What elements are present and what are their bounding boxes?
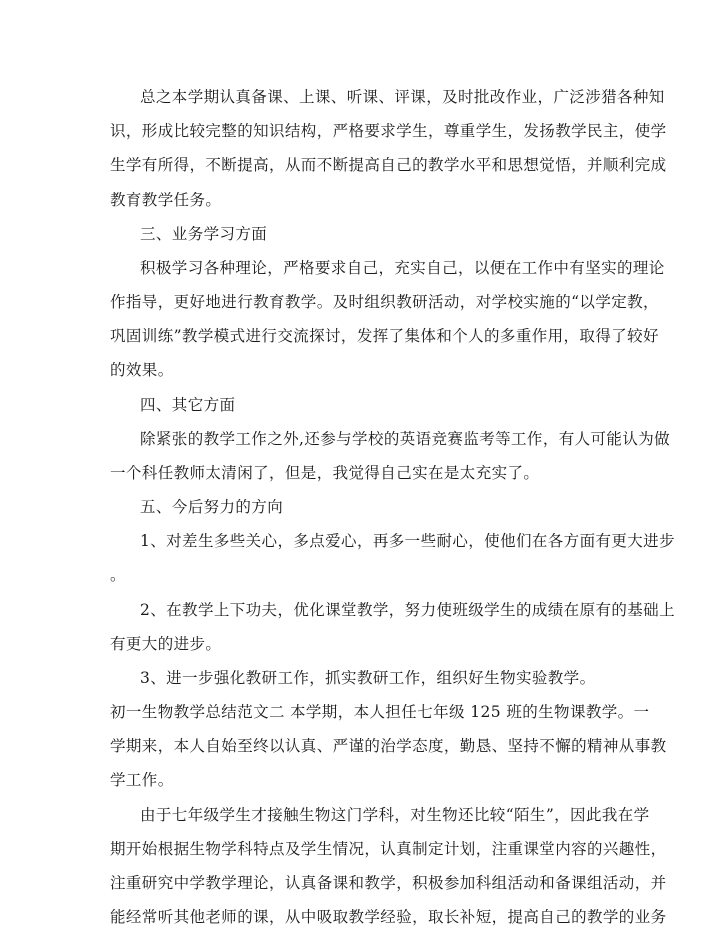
list-item-line: 2、在教学上下功夫，优化课堂教学，努力使班级学生的成绩在原有的基础上	[140, 601, 675, 619]
paragraph-line: 注重研究中学教学理论，认真备课和教学，积极参加科组活动和备课组活动，并	[110, 874, 667, 892]
paragraph-line: 能经常听其他老师的课，从中吸取教学经验，取长补短，提高自己的教学的业务	[110, 908, 667, 926]
paragraph-line: 识，形成比较完整的知识结构，严格要求学生，尊重学生，发扬教学民主，使学	[110, 122, 667, 140]
paragraph-line: 作指导，更好地进行教育教学。及时组织教研活动，对学校实施的“以学定教，	[110, 293, 659, 311]
paragraph-line: 积极学习各种理论，严格要求自己，充实自己，以便在工作中有坚实的理论	[140, 259, 665, 277]
list-item-line: 1、对差生多些关心，多点爱心，再多一些耐心，使他们在各方面有更大进步	[140, 532, 675, 550]
paragraph-text: 本学期，本人担任七年级 125 班的生物课教学。一	[290, 703, 650, 721]
paragraph-line	[110, 702, 650, 722]
paragraph-line: 期开始根据生物学科特点及学生情况，认真制定计划，注重课堂内容的兴趣性，	[110, 840, 667, 858]
paragraph-line: 一个科任教师太清闲了，但是，我觉得自己实在是太充实了。	[110, 464, 540, 482]
paragraph-line: 巩固训练”教学模式进行交流探讨，发挥了集体和个人的多重作用，取得了较好	[110, 327, 659, 345]
paragraph-line: 学期来，本人自始至终以认真、严谨的治学态度，勤恳、坚持不懈的精神从事教	[110, 737, 667, 755]
paragraph-line: 生学有所得，不断提高，从而不断提高自己的教学水平和思想觉悟，并顺利完成	[110, 156, 667, 174]
paragraph-line: 总之本学期认真备课、上课、听课、评课，及时批改作业，广泛涉猎各种知	[140, 88, 665, 106]
paragraph-line: 的效果。	[110, 361, 174, 379]
article-title: 初一生物教学总结范文二	[110, 703, 285, 721]
list-item-line: 。	[110, 566, 126, 584]
list-item-line: 有更大的进步。	[110, 635, 222, 653]
list-item-line: 3、进一步强化教研工作，抓实教研工作，组织好生物实验教学。	[140, 669, 596, 687]
paragraph-line: 学工作。	[110, 771, 174, 789]
section-heading: 四、其它方面	[140, 396, 236, 414]
section-heading: 三、业务学习方面	[140, 225, 268, 243]
paragraph-line: 除紧张的教学工作之外,还参与学校的英语竞赛监考等工作，有人可能认为做	[140, 430, 671, 448]
paragraph-line: 教育教学任务。	[110, 191, 222, 209]
section-heading: 五、今后努力的方向	[140, 498, 284, 516]
paragraph-line: 由于七年级学生才接触生物这门学科，对生物还比较“陌生”，因此我在学	[140, 806, 650, 824]
